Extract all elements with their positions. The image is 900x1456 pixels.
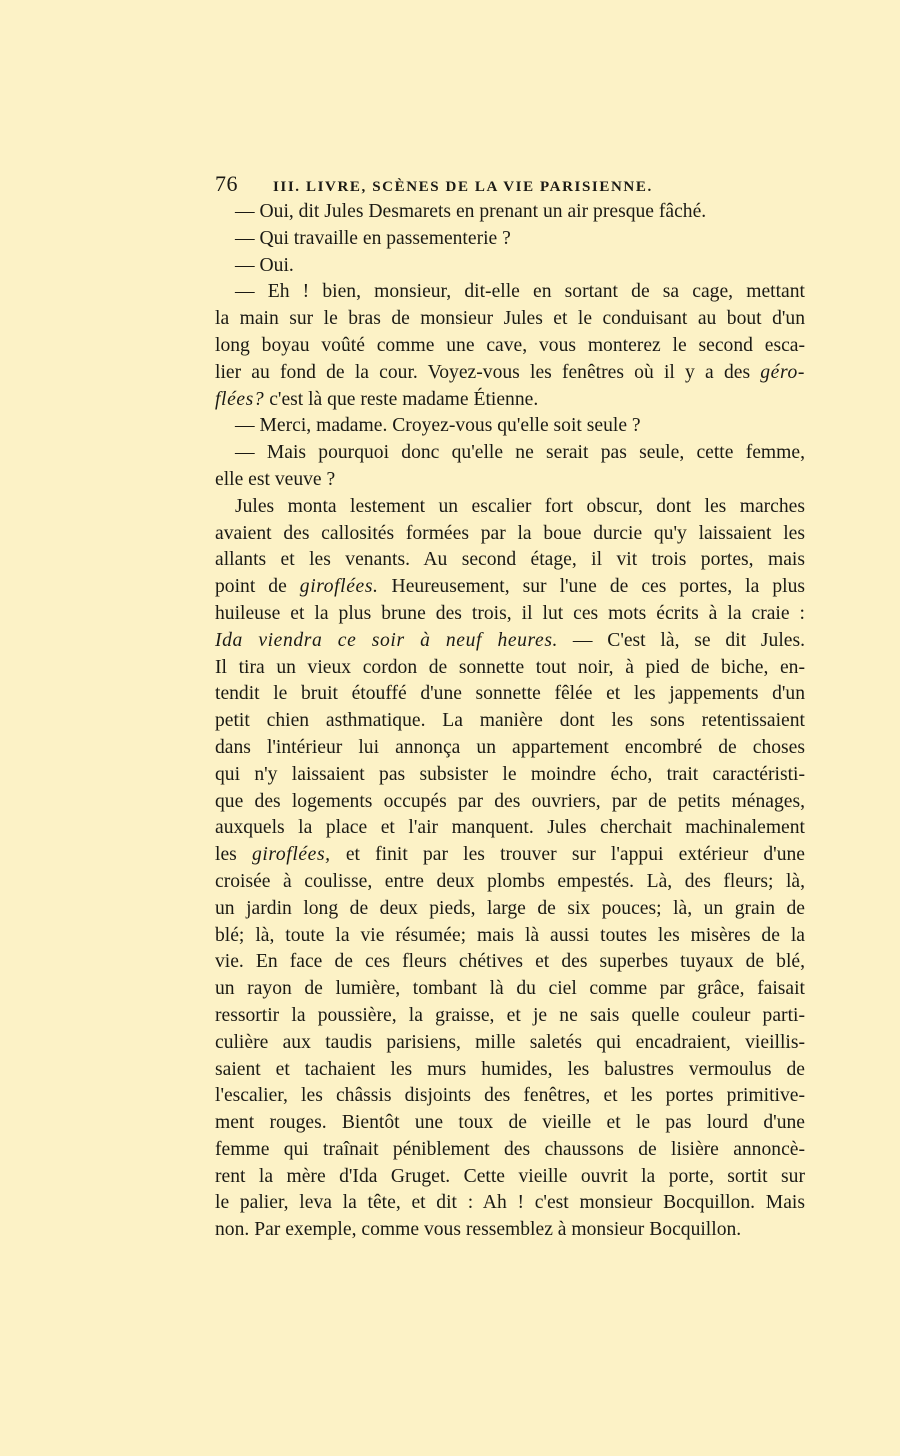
text-run: qui n'y laissaient pas subsister le moindre écho, trait caractéristi- [215, 763, 805, 785]
text-run: que des logements occupés par des ouvriers, par de petits ménages, [215, 790, 805, 812]
text-line [215, 387, 805, 414]
text-line [215, 253, 805, 280]
text-run: Jules monta lestement un escalier fort obscur, dont les marches [235, 495, 805, 517]
text-run: — Oui, dit Jules Desmarets en prenant un air presque fâché. [235, 201, 707, 222]
text-line [215, 1164, 805, 1191]
text-run: culière aux taudis parisiens, mille saletés qui encadraient, vieillis- [215, 1031, 805, 1053]
italic-text: géro- [760, 361, 805, 383]
text-line [215, 815, 805, 842]
text-run: non. Par exemple, comme vous ressemblez à monsieur Bocquillon. [215, 1219, 742, 1241]
text-line [215, 333, 805, 360]
text-line [215, 869, 805, 896]
text-line [215, 949, 805, 976]
text-line [215, 601, 805, 628]
text-line [215, 735, 805, 762]
text-line [215, 574, 805, 601]
text-line [215, 842, 805, 869]
text-line [215, 306, 805, 333]
text-line [215, 413, 805, 440]
text-line [215, 762, 805, 789]
text-line [215, 360, 805, 387]
text-run: petit chien asthmatique. La manière dont les sons retentissaient [215, 710, 805, 732]
book-page [215, 171, 805, 1244]
text-run: un rayon de lumière, tombant là du ciel comme par grâce, faisait [215, 978, 805, 1000]
text-line [215, 1110, 805, 1137]
text-line [215, 896, 805, 923]
text-run: ment rouges. Bientôt une toux de vieille et le pas lourd d'une [215, 1112, 805, 1134]
text-run: long boyau voûté comme une cave, vous monterez le second esca- [215, 334, 805, 356]
paragraph [215, 494, 805, 1244]
italic-text: giroflées, [251, 844, 331, 866]
text-run: ressortir la poussière, la graisse, et je ne sais quelle couleur parti- [215, 1004, 805, 1026]
text-run: point de [215, 576, 300, 598]
text-run: vie. En face de ces fleurs chétives et des superbes tuyaux de blé, [215, 951, 805, 973]
text-line [215, 1003, 805, 1030]
text-line [215, 1083, 805, 1110]
text-line [215, 1057, 805, 1084]
text-run: la main sur le bras de monsieur Jules et le conduisant au bout d'un [215, 308, 805, 330]
text-run: blé; là, toute la vie résumée; mais là aussi toutes les misères de la [215, 924, 805, 946]
running-head [215, 171, 805, 197]
paragraph [215, 253, 805, 280]
text-line [215, 708, 805, 735]
text-line [215, 199, 805, 226]
text-line [215, 440, 805, 467]
paragraph [215, 199, 805, 226]
text-run: avaient des callosités formées par la boue durcie qu'y laissaient les [215, 522, 805, 544]
text-line [215, 1190, 805, 1217]
text-line [215, 1030, 805, 1057]
text-line [215, 521, 805, 548]
text-run: — Oui. [235, 254, 294, 276]
text-run: Heureusement, sur l'une de ces portes, la plus [378, 576, 805, 598]
text-run: — Eh ! bien, monsieur, dit-elle en sortant de sa cage, mettant [235, 281, 805, 303]
italic-text: giroflées. [299, 576, 379, 598]
text-line [215, 467, 805, 494]
text-run: huileuse et la plus brune des trois, il lut ces mots écrits à la craie : [215, 602, 805, 624]
italic-text: Ida viendra ce soir à neuf heures. [215, 629, 559, 651]
text-run: et finit par les trouver sur l'appui extérieur d'une [330, 844, 805, 866]
paragraph [215, 279, 805, 413]
text-line [215, 279, 805, 306]
text-line [215, 628, 805, 655]
text-run: tendit le bruit étouffé d'une sonnette fêlée et les jappements d'un [215, 683, 805, 705]
text-run: — Qui travaille en passementerie ? [235, 227, 511, 249]
text-run: c'est là que reste madame Étienne. [264, 388, 539, 410]
text-run: rent la mère d'Ida Gruget. Cette vieille ouvrit la porte, sortit sur [215, 1165, 805, 1187]
text-run: un jardin long de deux pieds, large de six pouces; là, un grain de [215, 897, 805, 919]
text-line [215, 547, 805, 574]
text-run: l'escalier, les châssis disjoints des fenêtres, et les portes primitive- [215, 1085, 805, 1107]
text-run: femme qui traînait péniblement des chaussons de lisière annoncè- [215, 1138, 805, 1160]
text-run: — Merci, madame. Croyez-vous qu'elle soit seule ? [235, 415, 641, 437]
text-run: lier au fond de la cour. Voyez-vous les fenêtres où il y a des [215, 361, 761, 383]
text-line [215, 976, 805, 1003]
italic-text: flées? [215, 388, 265, 410]
text-line [215, 1137, 805, 1164]
text-line [215, 655, 805, 682]
text-run: — C'est là, se dit Jules. [558, 629, 805, 651]
text-run: saient et tachaient les murs humides, les balustres vermoulus de [215, 1058, 805, 1080]
text-line [215, 789, 805, 816]
text-run: allants et les venants. Au second étage, il vit trois portes, mais [215, 549, 805, 571]
text-run: elle est veuve ? [215, 468, 336, 490]
text-line [215, 494, 805, 521]
running-head-title: III. LIVRE, SCÈNES DE LA VIE PARISIENNE. [273, 179, 653, 195]
page-number: 76 [215, 171, 238, 196]
text-line [215, 681, 805, 708]
text-run: auxquels la place et l'air manquent. Jules cherchait machinalement [215, 817, 805, 839]
text-run: croisée à coulisse, entre deux plombs empestés. Là, des fleurs; là, [215, 870, 805, 892]
text-run: le palier, leva la tête, et dit : Ah ! c'est monsieur Bocquillon. Mais [215, 1192, 805, 1214]
paragraph [215, 413, 805, 440]
text-line [215, 226, 805, 253]
paragraph [215, 440, 805, 494]
paragraph [215, 226, 805, 253]
text-run: — Mais pourquoi donc qu'elle ne serait pas seule, cette femme, [235, 442, 805, 464]
text-line [215, 923, 805, 950]
body-text [215, 199, 805, 1244]
text-run: dans l'intérieur lui annonça un appartement encombré de choses [215, 736, 805, 758]
text-run: Il tira un vieux cordon de sonnette tout noir, à pied de biche, en- [215, 656, 805, 678]
text-run: les [215, 844, 252, 866]
text-line [215, 1217, 805, 1244]
